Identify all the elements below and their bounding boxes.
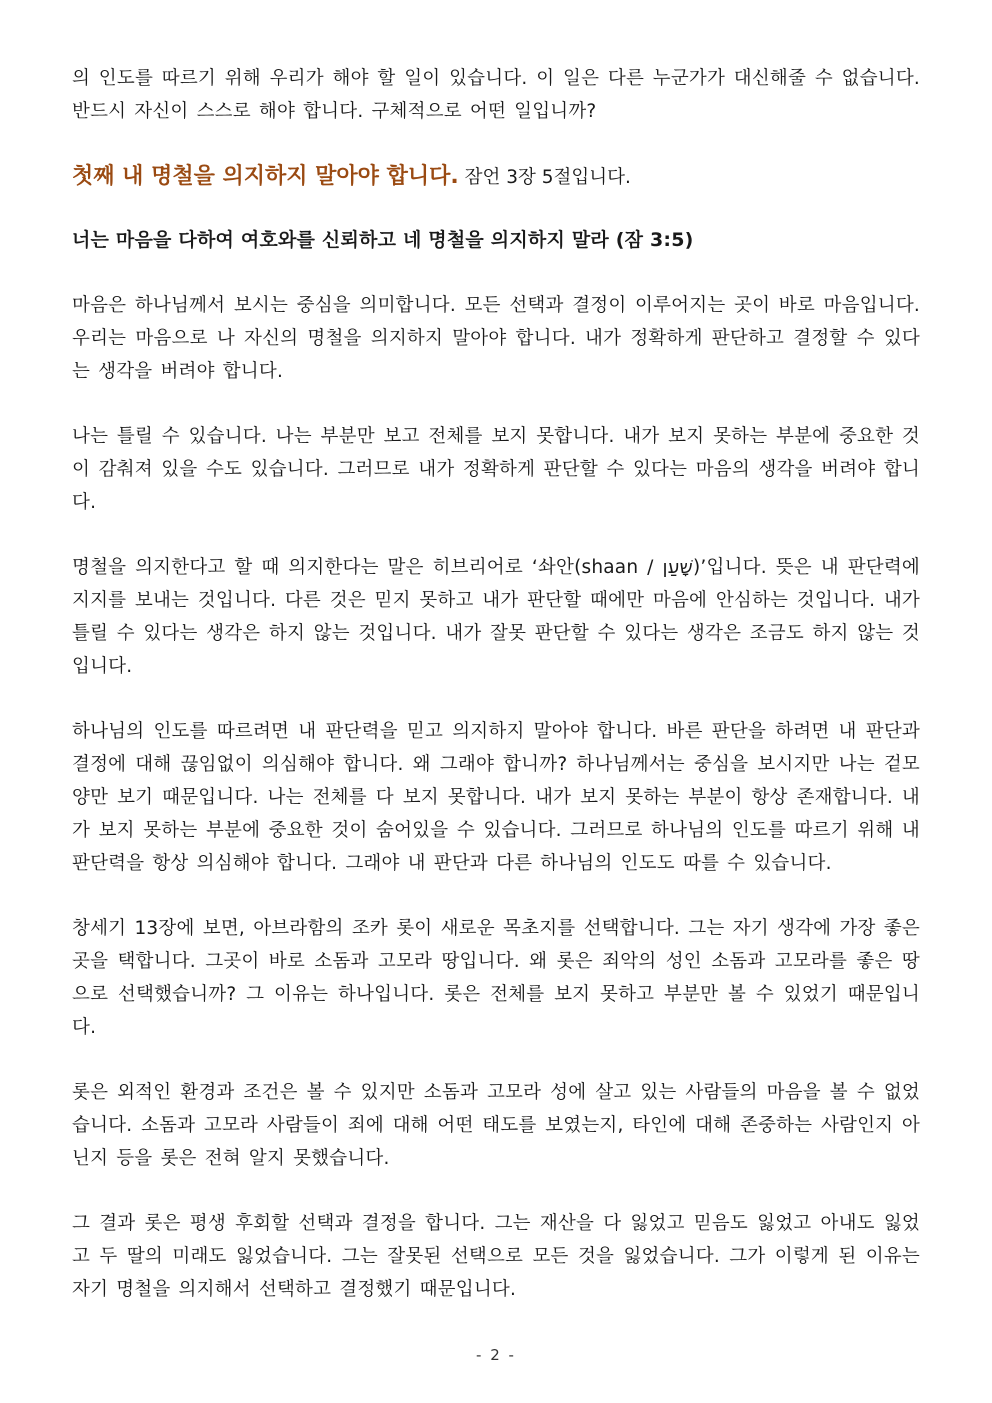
section-heading <box>72 160 920 194</box>
scripture-verse: 너는 마음을 다하여 여호와를 신뢰하고 네 명철을 의지하지 말라 (잠 3:5) <box>72 229 694 251</box>
page-number: - 2 - <box>476 1346 516 1364</box>
paragraph-lot-could-not-see: 롯은 외적인 환경과 조건은 볼 수 있지만 소돔과 고모라 성에 살고 있는 사람들의 마음을 볼 수 없었습니다. 소돔과 고모라 사람들이 죄에 대해 어떤 태도를 보였는지, 타인에 대해 존중하는 사람인지 아닌지 등을 롯은 전혀 알지 못했습니다. <box>72 1082 920 1169</box>
section-heading-title: 첫째 내 명철을 의지하지 말아야 합니다. <box>72 164 459 189</box>
paragraph-genesis-13: 창세기 13장에 보면, 아브라함의 조카 롯이 새로운 목초지를 선택합니다. 그는 자기 생각에 가장 좋은 곳을 택합니다. 그곳이 바로 소돔과 고모라 땅입니다. 왜 롯은 죄악의 성인 소돔과 고모라를 좋은 땅으로 선택했습니까? 그 이유는 하나입니다. 롯은 전체를 보지 못하고 부분만 볼 수 있었기 때문입니다. <box>72 918 920 1038</box>
section-heading-reference: 잠언 3장 5절입니다. <box>458 167 631 188</box>
paragraph-hebrew-word: 명철을 의지한다고 할 때 의지한다는 말은 히브리어로 ‘솨안(shaan / שָׁעַן)’입니다. 뜻은 내 판단력에 지지를 보내는 것입니다. 다른 것은 믿지 못하고 내가 판단할 때에만 마음에 안심하는 것입니다. 내가 틀릴 수 있다는 생각은 하지 않는 것입니다. 내가 잘못 판단할 수 있다는 생각은 조금도 하지 않는 것입니다. <box>72 557 920 677</box>
paragraph-consequence: 그 결과 롯은 평생 후회할 선택과 결정을 합니다. 그는 재산을 다 잃었고 믿음도 잃었고 아내도 잃었고 두 딸의 미래도 잃었습니다. 그는 잘못된 선택으로 모든 것을 잃었습니다. 그가 이렇게 된 이유는 자기 명철을 의지해서 선택하고 결정했기 때문입니다. <box>72 1213 920 1300</box>
document-page <box>72 62 920 1338</box>
paragraph-fallible: 나는 틀릴 수 있습니다. 나는 부분만 보고 전체를 보지 못합니다. 내가 보지 못하는 부분에 중요한 것이 감춰져 있을 수도 있습니다. 그러므로 내가 정확하게 판단할 수 있다는 마음의 생각을 버려야 합니다. <box>72 426 920 513</box>
paragraph-intro: 의 인도를 따르기 위해 우리가 해야 할 일이 있습니다. 이 일은 다른 누군가가 대신해줄 수 없습니다. 반드시 자신이 스스로 해야 합니다. 구체적으로 어떤 일입니까? <box>72 68 920 122</box>
paragraph-heart: 마음은 하나님께서 보시는 중심을 의미합니다. 모든 선택과 결정이 이루어지는 곳이 바로 마음입니다. 우리는 마음으로 나 자신의 명철을 의지하지 말아야 합니다. 내가 정확하게 판단하고 결정할 수 있다는 생각을 버려야 합니다. <box>72 295 920 382</box>
paragraph-doubt-judgment: 하나님의 인도를 따르려면 내 판단력을 믿고 의지하지 말아야 합니다. 바른 판단을 하려면 내 판단과 결정에 대해 끊임없이 의심해야 합니다. 왜 그래야 합니까? 하나님께서는 중심을 보시지만 나는 겉모양만 보기 때문입니다. 나는 전체를 다 보지 못합니다. 내가 보지 못하는 부분이 항상 존재합니다. 내가 보지 못하는 부분에 중요한 것이 숨어있을 수 있습니다. 그러므로 하나님의 인도를 따르기 위해 내 판단력을 항상 의심해야 합니다. 그래야 내 판단과 다른 하나님의 인도도 따를 수 있습니다. <box>72 721 920 874</box>
